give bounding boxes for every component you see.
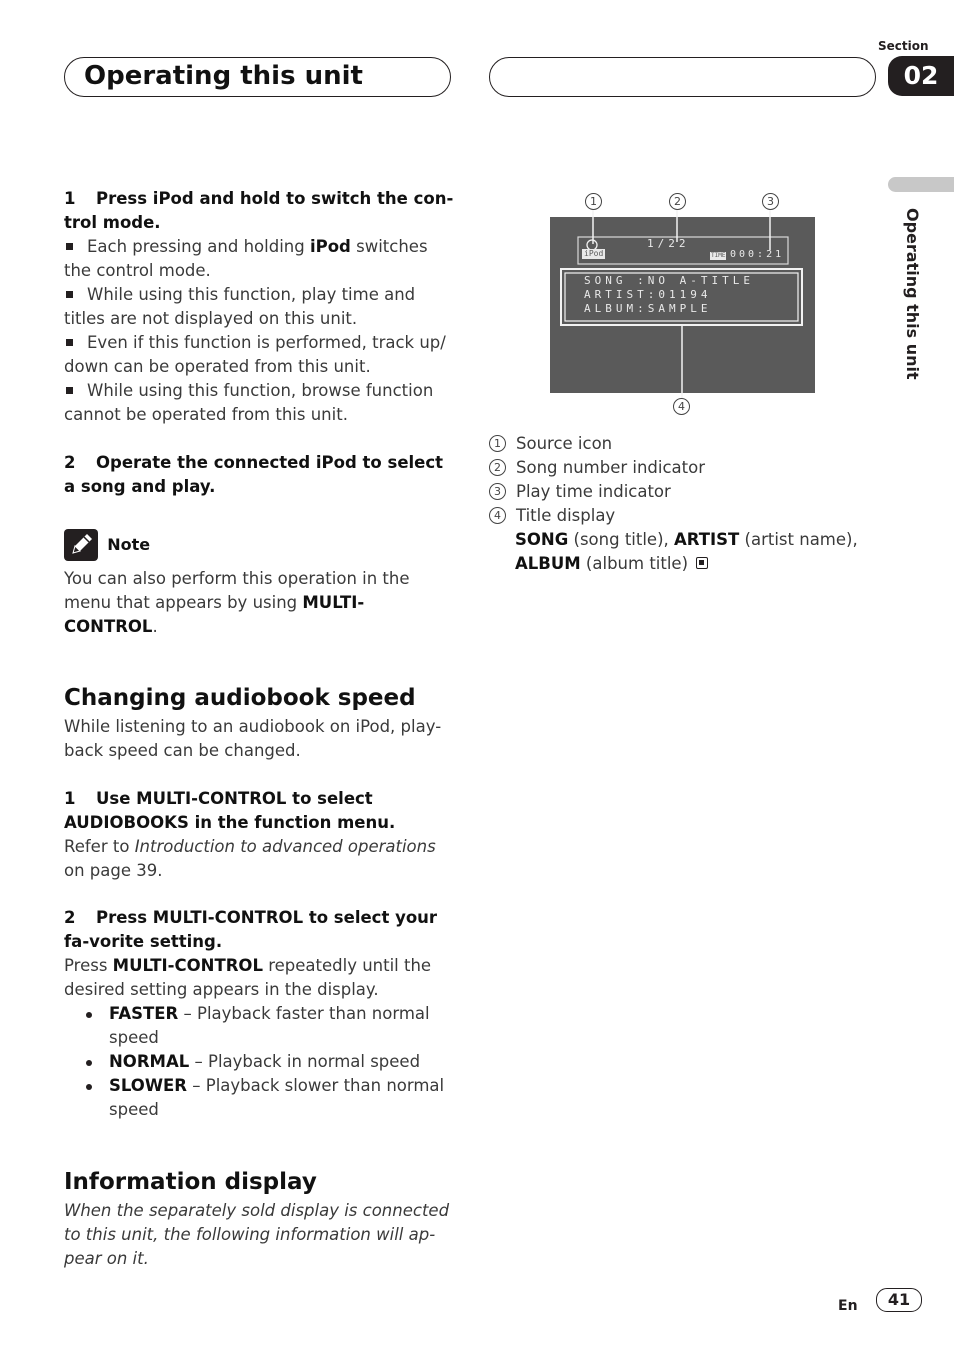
callout-4: 4 [673, 398, 690, 415]
callout-1: 1 [585, 193, 602, 210]
bullet: Each pressing and holding iPod switches the control mode. [64, 237, 428, 280]
footer-language: En [838, 1298, 858, 1314]
audiobook-heading: Changing audiobook speed [64, 685, 416, 711]
bullet: Even if this function is performed, track up/ down can be operated from this unit. [64, 333, 446, 376]
audiobook-step-1-ref: Refer to Introduction to advanced operations on page 39. [64, 837, 436, 880]
audiobook-step-2-body: Press MULTI-CONTROL repeatedly until the desired setting appears in the display. [64, 956, 432, 999]
page-title: Operating this unit [84, 61, 363, 91]
lcd-time-label: TIME [711, 252, 726, 259]
info-heading: Information display [64, 1169, 317, 1195]
audiobook-intro: While listening to an audiobook on iPod, play-back speed can be changed. [64, 717, 442, 760]
step-2: 2 Operate the connected iPod to select a song and play. [64, 453, 444, 496]
side-label: Operating this unit [903, 208, 922, 380]
legend-item-1: 1 Source icon [489, 432, 889, 456]
display-figure [540, 190, 830, 420]
callout-3: 3 [762, 193, 779, 210]
audiobook-step-2: 2 Press MULTI-CONTROL to select your fa-vorite setting. [64, 908, 438, 951]
callout-2: 2 [669, 193, 686, 210]
info-intro: When the separately sold display is connected to this unit, the following information will ap-pear on it. [64, 1201, 450, 1268]
lcd-track-number: 1/22 [647, 237, 690, 250]
note-label: Note [107, 534, 151, 554]
audiobook-step-1: 1 Use MULTI-CONTROL to select AUDIOBOOKS in the function menu. [64, 789, 396, 832]
lcd-line-song: SONG :NO A-TITLE [584, 274, 754, 287]
note-text: You can also perform this operation in the menu that appears by using MULTI-CONTROL. [64, 569, 410, 636]
side-tab [888, 177, 954, 192]
legend-detail: SONG (song title), ARTIST (artist name), ALBUM (album title) [515, 530, 858, 573]
left-column [64, 187, 454, 1271]
end-mark-icon [696, 557, 708, 569]
note-pencil-icon [64, 529, 98, 561]
header-right-frame [489, 57, 876, 97]
speed-options [64, 1002, 454, 1122]
legend-item-2: 2 Song number indicator [489, 456, 889, 480]
step-1-bullets [64, 235, 454, 427]
lcd-title-lines [584, 274, 754, 316]
lcd-source-badge: iPod [584, 249, 604, 258]
section-label: Section [878, 39, 929, 53]
figure-legend [489, 432, 889, 576]
option-slower: SLOWER – Playback slower than normal speed [64, 1074, 454, 1122]
bullet: While using this function, browse function cannot be operated from this unit. [64, 381, 434, 424]
bullet: While using this function, play time and titles are not displayed on this unit. [64, 285, 416, 328]
lcd-line-artist: ARTIST:01194 [584, 288, 712, 301]
option-normal: NORMAL – Playback in normal speed [64, 1050, 454, 1074]
note [64, 529, 454, 639]
option-faster: FASTER – Playback faster than normal speed [64, 1002, 454, 1050]
lcd-line-album: ALBUM:SAMPLE [584, 302, 712, 315]
legend-item-4: 4 Title display [489, 504, 889, 528]
legend-item-3: 3 Play time indicator [489, 480, 889, 504]
section-number-badge: 02 [888, 56, 954, 96]
page-number: 41 [876, 1288, 922, 1312]
lcd-play-time: 000:21 [730, 249, 785, 260]
step-1: 1 Press iPod and hold to switch the con-trol mode. [64, 189, 454, 232]
